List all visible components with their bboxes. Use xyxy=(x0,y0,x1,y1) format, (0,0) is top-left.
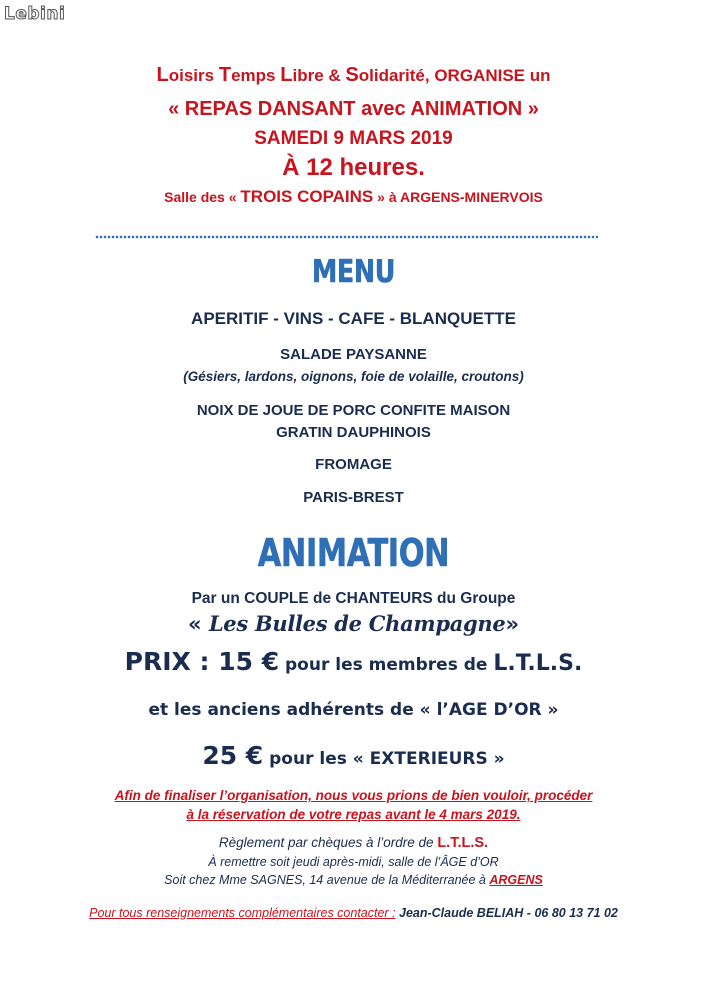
contact-person: Jean-Claude BELIAH - 06 80 13 71 02 xyxy=(395,906,618,920)
group-name: Les Bulles de Champagne xyxy=(208,611,506,636)
venue-name: TROIS COPAINS xyxy=(240,187,374,206)
payment-org: L.T.L.S. xyxy=(437,835,489,851)
menu-side: GRATIN DAUPHINOIS xyxy=(276,424,431,441)
venue-prefix: Salle des « xyxy=(164,189,241,205)
payment-line-2: À remettre soit jeudi après-midi, salle de l’ÂGE d’OR xyxy=(208,855,499,869)
title-cap-1: L xyxy=(156,64,169,86)
title-rest-4: olidarité, ORGANISE un xyxy=(358,66,551,85)
title-cap-4: S xyxy=(345,64,359,86)
payment-line-1 xyxy=(0,835,707,851)
price-former-line: et les anciens adhérents de « l’AGE D’OR » xyxy=(148,700,559,720)
price-external-text: pour les « EXTERIEURS » xyxy=(263,749,505,769)
price-external-line xyxy=(0,741,707,770)
payment-prefix: Règlement par chèques à l’ordre de xyxy=(218,835,438,850)
price-org: L.T.L.S. xyxy=(493,651,583,676)
animation-byline: Par un COUPLE de CHANTEURS du Groupe xyxy=(191,590,516,607)
title-rest-1: oisirs xyxy=(168,66,219,85)
animation-heading: ANIMATION xyxy=(257,531,450,575)
notice-line-1: Afin de finaliser l’organisation, nous vous prions de bien vouloir, procéder xyxy=(114,788,593,803)
title-rest-3: ibre & xyxy=(292,66,346,85)
payment-line-3 xyxy=(0,873,707,887)
payment-town: ARGENS xyxy=(489,873,543,887)
group-quote-open: « xyxy=(187,612,209,636)
venue-suffix: » à ARGENS-MINERVOIS xyxy=(373,189,543,205)
group-quote-close: » xyxy=(505,612,520,636)
price-members-line xyxy=(0,647,707,676)
price-members: PRIX : 15 € xyxy=(124,647,280,676)
menu-starter: SALADE PAYSANNE xyxy=(280,346,427,363)
notice-line-2: à la réservation de votre repas avant le 4 mars 2019. xyxy=(186,807,521,822)
contact-label: Pour tous renseignements complémentaires contacter : xyxy=(89,906,396,920)
payment-address: Soit chez Mme SAGNES, 14 avenue de la Méditerranée à xyxy=(164,873,490,887)
menu-heading: MENU xyxy=(312,254,395,290)
menu-main: NOIX DE JOUE DE PORC CONFITE MAISON xyxy=(196,402,511,419)
title-cap-3: L xyxy=(280,64,293,86)
organizer-line xyxy=(0,64,707,87)
dotted-divider xyxy=(95,235,598,239)
event-time: À 12 heures. xyxy=(282,154,425,181)
event-date: SAMEDI 9 MARS 2019 xyxy=(254,128,453,149)
event-venue xyxy=(0,187,707,207)
watermark: Lebini xyxy=(4,4,66,24)
menu-drinks: APERITIF - VINS - CAFE - BLANQUETTE xyxy=(191,309,516,328)
price-members-text: pour les membres de xyxy=(279,655,494,675)
title-cap-2: T xyxy=(218,64,232,86)
animation-group xyxy=(0,611,707,637)
event-title: « REPAS DANSANT avec ANIMATION » xyxy=(168,98,539,120)
contact-line xyxy=(0,906,707,920)
menu-starter-detail: (Gésiers, lardons, oignons, foie de volaille, croutons) xyxy=(183,369,524,384)
price-external: 25 € xyxy=(202,741,264,770)
title-rest-2: emps xyxy=(231,66,281,85)
menu-dessert: PARIS-BREST xyxy=(303,489,404,506)
menu-cheese: FROMAGE xyxy=(315,456,392,473)
